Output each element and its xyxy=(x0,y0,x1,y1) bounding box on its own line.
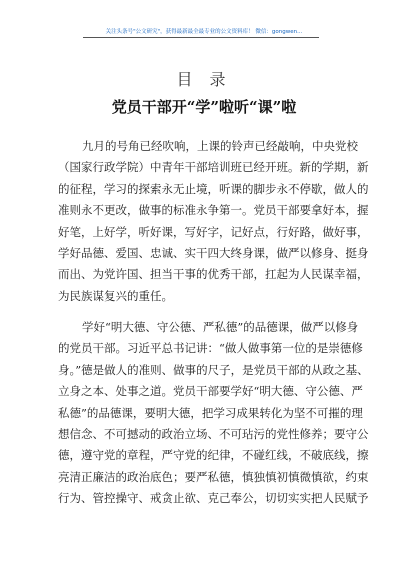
text-line: 立身之本、处事之道。党员干部要学好“明大德、守公德、严 xyxy=(58,384,363,399)
text-line: 准则永不更改，做事的标准永争第一。党员干部要拿好本，握 xyxy=(58,203,369,218)
text-line: 身。”德是做人的准则、做事的尺子，是党员干部的从政之基、 xyxy=(58,362,369,377)
text-line: 学好“明大德、守公德、严私德”的品德课，做严以修身 xyxy=(82,320,359,334)
text-line: 私德”的品德课，要明大德，把学习成果转化为坚不可摧的理 xyxy=(58,405,363,420)
paragraph-2 xyxy=(58,317,369,510)
text-line: 想信念、不可撼动的政治立场、不可玷污的党性修养；要守公 xyxy=(58,427,369,442)
page-title: 目 录 xyxy=(176,70,232,89)
header-divider xyxy=(83,37,319,38)
text-line: 九月的号角已经吹响，上课的铃声已经敲响，中央党校 xyxy=(82,139,358,153)
text-line: （国家行政学院）中青年干部培训班已经开班。新的学期，新 xyxy=(58,160,369,175)
text-line: 的党员干部。习近平总书记讲：“做人做事第一位的是崇德修 xyxy=(58,341,363,356)
text-line: 学好品德、爱国、忠诚、实干四大终身课，做严以修身、挺身 xyxy=(58,246,369,261)
text-line: 行为、管控操守、戒贪止欲、克己奉公，切切实实把人民赋予 xyxy=(58,491,369,506)
promo-banner: 关注头条号"公文研究"，获得最新最全最专业的公文资料库！ 微信：gongwen... xyxy=(105,29,303,35)
paragraph-1 xyxy=(58,136,369,307)
article-title: 党员干部开“学”啦听“课”啦 xyxy=(111,98,297,116)
text-line: 德，遵守党的章程，严守党的纪律，不碰红线，不破底线，擦 xyxy=(58,448,369,463)
text-line: 亮清正廉洁的政治底色；要严私德，慎独慎初慎微慎欲，约束 xyxy=(58,469,369,484)
text-line: 的征程，学习的探索永无止境，听课的脚步永不停歇，做人的 xyxy=(58,181,369,196)
text-line: 好笔，上好学，听好课，写好字，记好点，行好路，做好事， xyxy=(58,224,369,239)
text-line: 为民族谋复兴的重任。 xyxy=(58,288,173,303)
text-line: 而出、为党许国、担当干事的优秀干部，扛起为人民谋幸福， xyxy=(58,267,369,282)
